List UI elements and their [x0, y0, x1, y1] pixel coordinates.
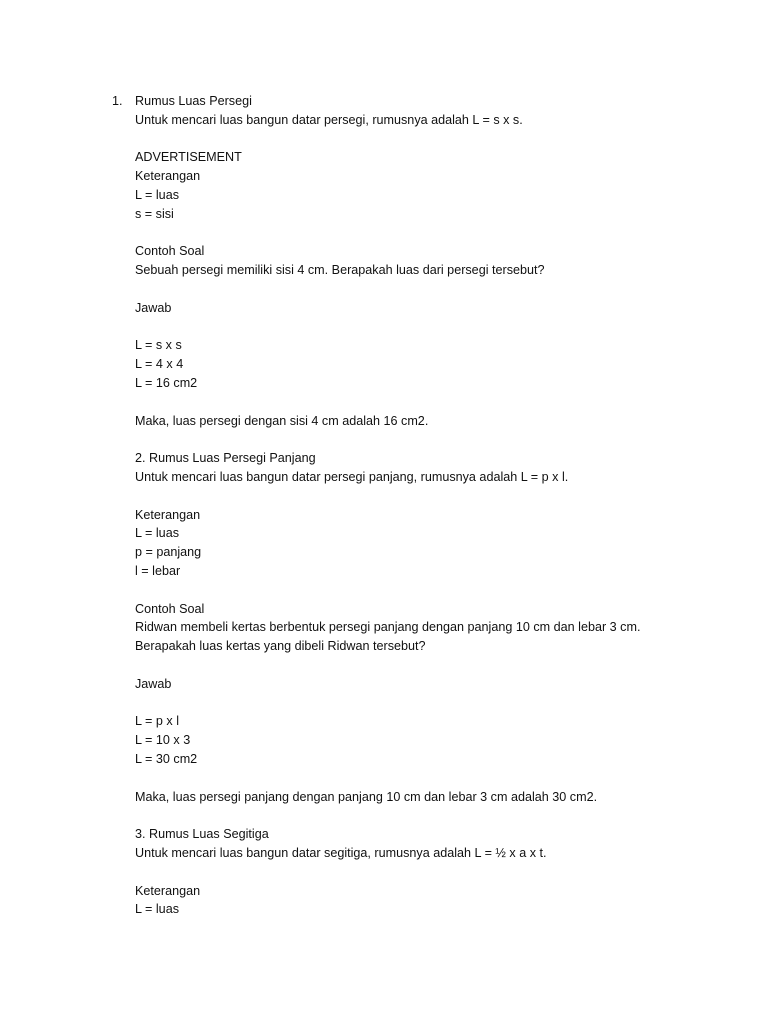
text-line: p = panjang [135, 545, 202, 560]
text-line: Keterangan [135, 507, 201, 522]
heading-persegi: Rumus Luas Persegi [135, 94, 252, 108]
text-line: L = p x l [135, 714, 179, 729]
text-line: L = luas [135, 188, 179, 202]
text-line: Maka, luas persegi panjang dengan panjang 10 cm dan lebar 3 cm adalah 30 cm2. [135, 789, 598, 804]
text-line: Untuk mencari luas bangun datar persegi, rumusnya adalah L = s x s. [135, 112, 523, 127]
text-line: Untuk mencari luas bangun datar segitiga, rumusnya adalah L = ½ x a x t. [135, 846, 547, 860]
text-line: L = 30 cm2 [135, 752, 198, 766]
text-line: Contoh Soal [135, 244, 205, 259]
heading-persegi-panjang: 2. Rumus Luas Persegi Panjang [135, 451, 316, 466]
heading-segitiga: 3. Rumus Luas Segitiga [135, 827, 269, 842]
text-line: Jawab [135, 676, 172, 691]
text-line: l = lebar [135, 564, 181, 578]
text-line: Contoh Soal [135, 601, 205, 616]
text-line: L = s x s [135, 338, 182, 353]
text-line: Untuk mencari luas bangun datar persegi panjang, rumusnya adalah L = p x l. [135, 470, 569, 484]
list-number: 1. [112, 94, 123, 108]
text-line: s = sisi [135, 206, 174, 221]
text-line: Keterangan [135, 883, 201, 898]
text-line: Keterangan [135, 169, 201, 184]
text-line: Maka, luas persegi dengan sisi 4 cm adalah 16 cm2. [135, 413, 429, 428]
text-line: L = 10 x 3 [135, 733, 191, 748]
text-line: L = luas [135, 526, 179, 541]
text-line: Jawab [135, 300, 172, 315]
text-line: Sebuah persegi memiliki sisi 4 cm. Berapakah luas dari persegi tersebut? [135, 263, 545, 278]
text-line: Berapakah luas kertas yang dibeli Ridwan tersebut? [135, 639, 426, 654]
text-line: L = 4 x 4 [135, 357, 184, 372]
advertisement-label: ADVERTISEMENT [135, 150, 242, 165]
text-line: L = 16 cm2 [135, 376, 198, 390]
text-line: L = luas [135, 902, 179, 917]
text-line: Ridwan membeli kertas berbentuk persegi panjang dengan panjang 10 cm dan lebar 3 cm. [135, 620, 641, 635]
